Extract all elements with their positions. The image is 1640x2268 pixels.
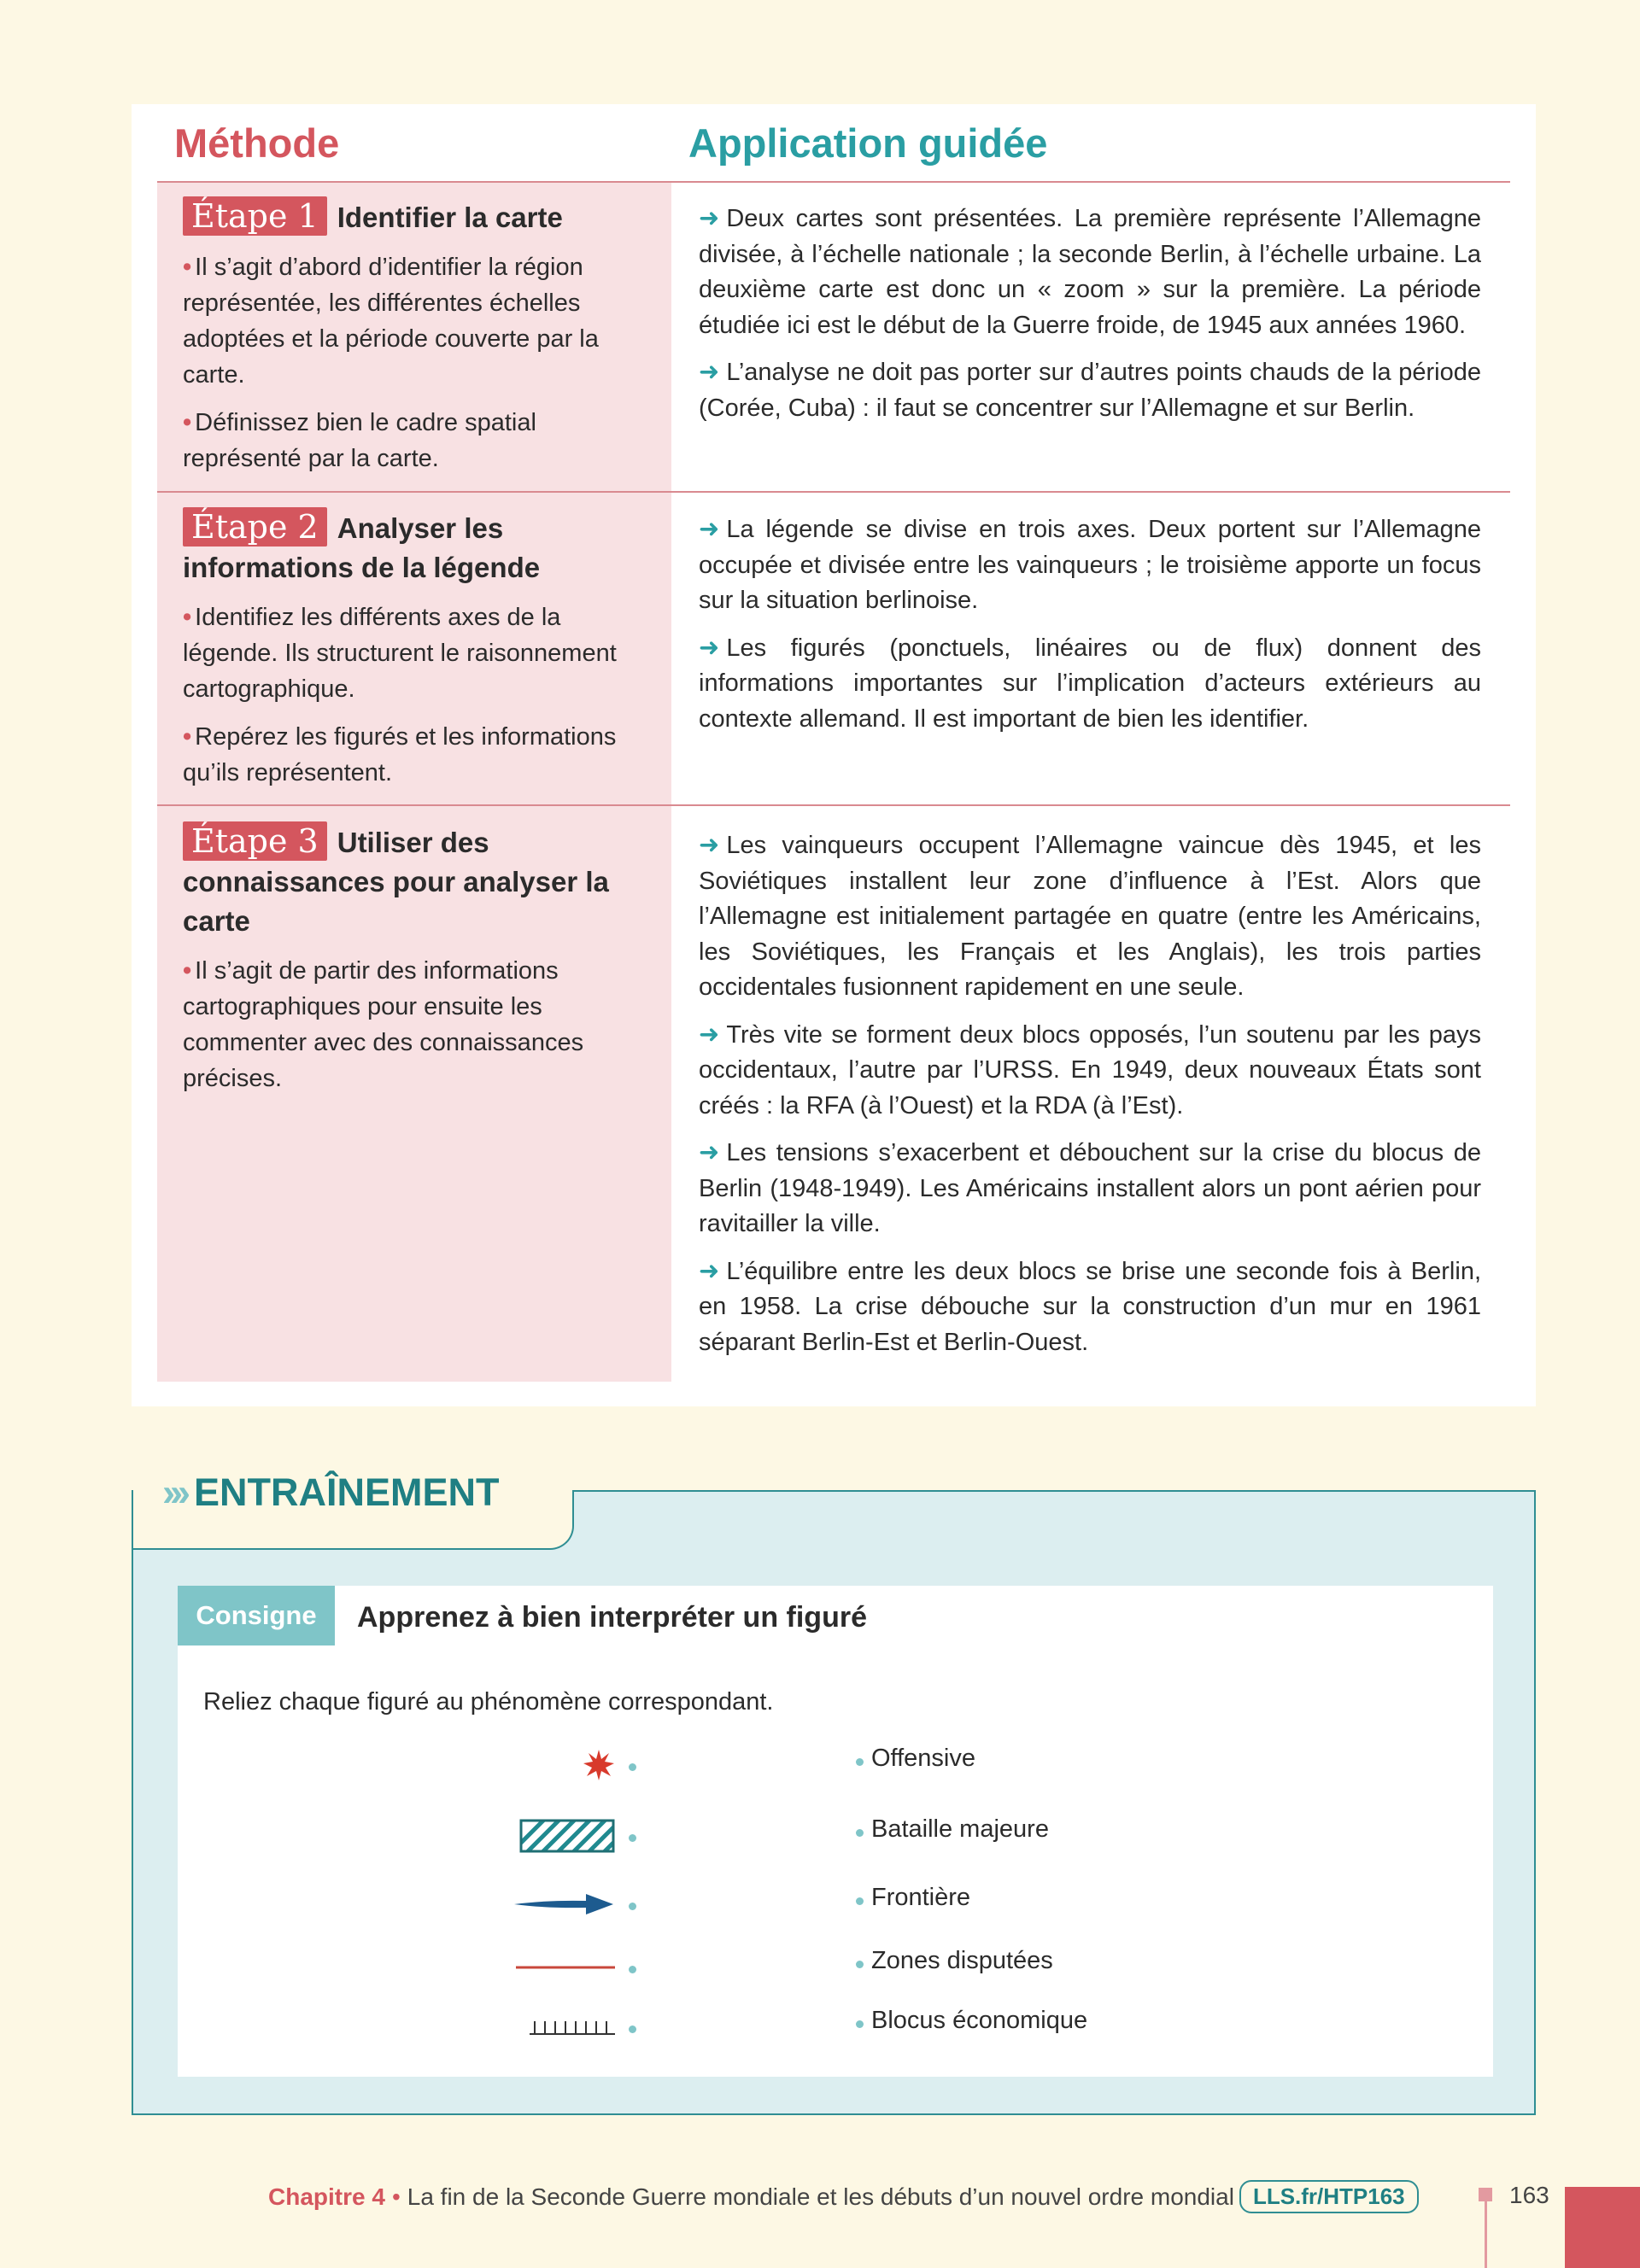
application-step-1: [699, 202, 1481, 438]
step-1: [183, 196, 644, 476]
chevrons-icon: ›››: [162, 1470, 185, 1514]
phenomenon-label: Blocus économique: [871, 2007, 1088, 2034]
step-title-text: Analyser les informations de la légende: [183, 512, 541, 583]
link-dot-right[interactable]: [856, 1758, 864, 1766]
step-title: [183, 507, 644, 587]
step-bullet: • Repérez les figurés et les informations qu’ils représentent.: [183, 723, 617, 786]
arrow-right-icon: ➜: [699, 1257, 720, 1285]
arrow-right-icon: ➜: [699, 205, 720, 232]
phenomenon-label: Bataille majeure: [871, 1815, 1049, 1843]
step-bullet: • Il s’agit d’abord d’identifier la région représentée, les différentes échelles adoptées et la période couverte par la carte.: [183, 254, 599, 389]
training-heading: [162, 1470, 499, 1515]
arrow-right-icon: ➜: [699, 516, 720, 543]
step-2: [183, 507, 644, 791]
application-step-3: [699, 828, 1481, 1372]
step-bullet: • Définissez bien le cadre spatial représenté par la carte.: [183, 409, 536, 472]
method-card: [132, 104, 1536, 1406]
methode-heading: Méthode: [174, 120, 340, 166]
link-dot-right[interactable]: [856, 2020, 864, 2028]
match-row: [178, 1879, 1493, 1930]
step-bullet: • Identifiez les différents axes de la légende. Ils structurent le raisonnement cartographique.: [183, 604, 617, 703]
hatched-rectangle-icon: [519, 1810, 630, 1862]
arrow-right-icon: ➜: [699, 359, 720, 386]
step-title: [183, 821, 644, 941]
chapter-label: Chapitre 4: [268, 2183, 385, 2210]
link-dot-left[interactable]: [629, 1966, 636, 1973]
training-box: [132, 1490, 1536, 2115]
phenomenon-label: Zones disputées: [871, 1947, 1053, 1974]
training-panel: [178, 1586, 1493, 2077]
tick-line-icon: [519, 2002, 630, 2053]
application-paragraph: ➜ Deux cartes sont présentées. La première représente l’Allemagne divisée, à l’échelle nationale ; la seconde Berlin, à l’échelle urbaine. La deuxième carte est donc un « zoom » sur la première. La période étudiée ici est le début de la Guerre froide, de 1945 aux années 1960.: [699, 205, 1481, 339]
application-paragraph: ➜ L’analyse ne doit pas porter sur d’autres points chauds de la période (Corée, Cuba) : il faut se concentrer sur l’Allemagne et sur Berlin.: [699, 359, 1481, 422]
link-dot-left[interactable]: [629, 1763, 636, 1771]
flow-arrow-icon: [519, 1879, 630, 1930]
arrow-right-icon: ➜: [699, 1139, 720, 1166]
arrow-right-icon: ➜: [699, 634, 720, 662]
application-paragraph: ➜ L’équilibre entre les deux blocs se brise une seconde fois à Berlin, en 1958. La crise débouche sur la construction d’un mur en 1961 séparant Berlin-Est et Berlin-Ouest.: [699, 1257, 1481, 1356]
consigne-instruction: Reliez chaque figuré au phénomène correspondant.: [203, 1688, 774, 1716]
application-paragraph: ➜ La légende se divise en trois axes. Deux portent sur l’Allemagne occupée et divisée entre les vainqueurs ; le troisième apporte un focus sur la situation berlinoise.: [699, 516, 1481, 614]
step-3: [183, 821, 644, 1096]
application-paragraph: ➜ Les figurés (ponctuels, linéaires ou de flux) donnent des informations importantes sur l’implication d’acteurs extérieurs au contexte allemand. Il est important de bien les identifier.: [699, 634, 1481, 733]
step-title-text: Identifier la carte: [337, 202, 563, 233]
step-title: [183, 196, 644, 237]
page-marker: [1479, 2188, 1492, 2201]
page-footer: [268, 2180, 1419, 2213]
arrow-right-icon: ➜: [699, 832, 720, 859]
step-bullet: • Il s’agit de partir des informations cartographiques pour ensuite les commenter avec des connaissances précises.: [183, 957, 584, 1092]
phenomenon-label: Offensive: [871, 1745, 975, 1772]
red-line-icon: [519, 1942, 630, 1993]
step-badge: Étape 3: [183, 821, 327, 861]
explosion-icon: [519, 1739, 630, 1791]
link-dot-left[interactable]: [629, 1903, 636, 1910]
training-heading-text: ENTRAÎNEMENT: [193, 1470, 500, 1514]
page-edge-tab: [1565, 2187, 1640, 2268]
consigne-label: Consigne: [178, 1586, 335, 1645]
step-title-text: Utiliser des connaissances pour analyser la carte: [183, 827, 609, 937]
link-dot-left[interactable]: [629, 2025, 636, 2033]
application-paragraph: ➜ Les vainqueurs occupent l’Allemagne vaincue dès 1945, et les Soviétiques installent leur zone d’influence à l’Est. Alors que l’Allemagne est initialement partagée en quatre (entre les Américains, les Soviétiques, les Français et les Anglais), les trois parties occidentales fusionnent rapidement en une seule.: [699, 832, 1481, 1001]
page-marker-line: [1485, 2201, 1487, 2268]
application-paragraph: ➜ Très vite se forment deux blocs opposés, l’un soutenu par les pays occidentaux, l’autre par l’URSS. En 1949, deux nouveaux États sont créés : la RFA (à l’Ouest) et la RDA (à l’Est).: [699, 1020, 1481, 1119]
chapter-title: La fin de la Seconde Guerre mondiale et les débuts d’un nouvel ordre mondial: [407, 2183, 1234, 2210]
step-badge: Étape 1: [183, 196, 327, 236]
link-dot-right[interactable]: [856, 1829, 864, 1837]
link-dot-left[interactable]: [629, 1834, 636, 1842]
row-divider: [157, 804, 1510, 806]
application-heading: Application guidée: [688, 120, 1048, 166]
consigne-title: Apprenez à bien interpréter un figuré: [357, 1601, 867, 1634]
match-row: [178, 1942, 1493, 1993]
lls-link[interactable]: LLS.fr/HTP163: [1239, 2180, 1419, 2213]
application-step-2: [699, 512, 1481, 749]
phenomenon-label: Frontière: [871, 1884, 971, 1911]
link-dot-right[interactable]: [856, 1897, 864, 1905]
row-divider: [157, 491, 1510, 493]
match-row: [178, 1739, 1493, 1791]
application-paragraph: ➜ Les tensions s’exacerbent et débouchent sur la crise du blocus de Berlin (1948-1949). Les Américains installent alors un pont aérien pour ravitailler la ville.: [699, 1139, 1481, 1237]
footer-separator: •: [391, 2183, 401, 2210]
match-row: [178, 2002, 1493, 2053]
link-dot-right[interactable]: [856, 1961, 864, 1968]
arrow-right-icon: ➜: [699, 1020, 720, 1049]
page-number: 163: [1509, 2182, 1549, 2208]
match-row: [178, 1810, 1493, 1862]
step-badge: Étape 2: [183, 507, 327, 547]
